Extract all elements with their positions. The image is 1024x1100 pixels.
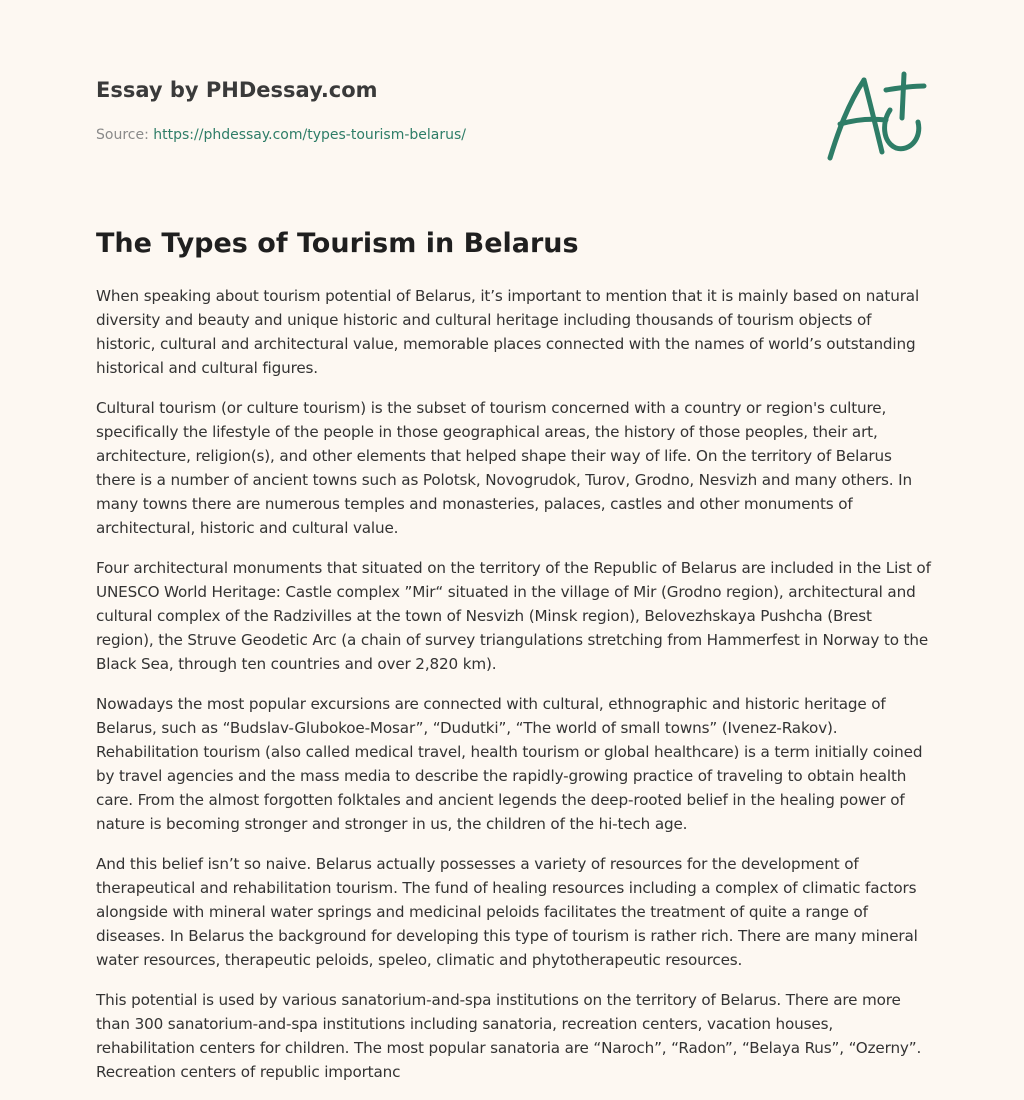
essay-body: [96, 284, 932, 1100]
site-header: [96, 76, 796, 144]
source-link[interactable]: https://phdessay.com/types-tourism-belarus/: [153, 127, 467, 143]
a-plus-logo-icon: [820, 66, 930, 166]
essay-paragraph: Nowadays the most popular excursions are connected with cultural, ethnographic and historic heritage of Belarus, such as “Budslav-Glubokoe-Mosar”, “Dudutki”, “The world of small towns” (Ivenez-Rakov). Rehabilitation tourism (also called medical travel, health tourism or global healthcare) is a term initially coined by travel agencies and the mass media to describe the rapidly-growing practice of traveling to obtain health care. From the almost forgotten folktales and ancient legends the deep-rooted belief in the healing power of nature is becoming stronger and stronger in us, the children of the hi-tech age.: [96, 695, 923, 833]
brand-name: Essay by PHDessay.com: [96, 78, 378, 102]
essay-title: The Types of Tourism in Belarus: [96, 228, 579, 259]
source-label: Source:: [96, 127, 154, 143]
essay-paragraph: When speaking about tourism potential of Belarus, it’s important to mention that it is mainly based on natural diversity and beauty and unique historic and cultural heritage including thousands of tourism objects of historic, cultural and architectural value, memorable places connected with the names of world’s outstanding historical and cultural figures.: [96, 287, 920, 377]
source-line: [96, 126, 796, 144]
essay-paragraph: Cultural tourism (or culture tourism) is the subset of tourism concerned with a country or region's culture, specifically the lifestyle of the people in those geographical areas, the history of those peoples, their art, architecture, religion(s), and other elements that helped shape their way of life. On the territory of Belarus there is a number of ancient towns such as Polotsk, Novogrudok, Turov, Grodno, Nesvizh and many others. In many towns there are numerous temples and monasteries, palaces, castles and other monuments of architectural, historic and cultural value.: [96, 399, 912, 537]
essay-paragraph: And this belief isn’t so naive. Belarus actually possesses a variety of resources for the development of therapeutical and rehabilitation tourism. The fund of healing resources including a complex of climatic factors alongside with mineral water springs and medicinal peloids facilitates the treatment of quite a range of diseases. In Belarus the background for developing this type of tourism is rather rich. There are many mineral water resources, therapeutic peloids, speleo, climatic and phytotherapeutic resources.: [96, 855, 918, 969]
essay-paragraph: Four architectural monuments that situated on the territory of the Republic of Belarus are included in the List of UNESCO World Heritage: Castle complex ”Mir“ situated in the village of Mir (Grodno region), architectural and cultural complex of the Radzivilles at the town of Nesvizh (Minsk region), Belovezhskaya Pushcha (Brest region), the Struve Geodetic Arc (a chain of survey triangulations stretching from Hammerfest in Norway to the Black Sea, through ten countries and over 2,820 km).: [96, 559, 931, 673]
essay-paragraph: This potential is used by various sanatorium-and-spa institutions on the territory of Belarus. There are more than 300 sanatorium-and-spa institutions including sanatoria, recreation centers, vacation houses, rehabilitation centers for children. The most popular sanatoria are “Naroch”, “Radon”, “Belaya Rus”, “Ozerny”. Recreation centers of republic importanc: [96, 991, 922, 1081]
